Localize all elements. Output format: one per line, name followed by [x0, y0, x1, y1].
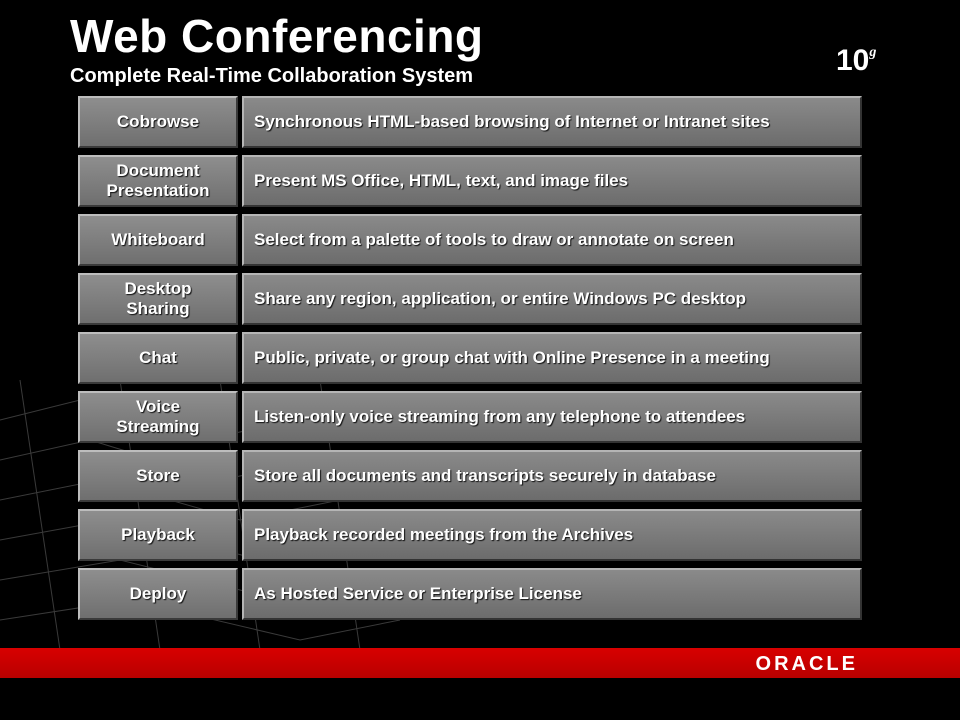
feature-label: Whiteboard	[78, 214, 238, 266]
page-title: Web Conferencing	[70, 10, 484, 62]
footer-bar	[0, 648, 960, 678]
feature-description: Store all documents and transcripts securely in database	[242, 450, 862, 502]
feature-list	[78, 96, 862, 627]
feature-description: Public, private, or group chat with Online Presence in a meeting	[242, 332, 862, 384]
feature-label: Desktop Sharing	[78, 273, 238, 325]
feature-row-whiteboard	[78, 214, 862, 266]
product-version-logo	[836, 36, 876, 78]
feature-label: Deploy	[78, 568, 238, 620]
version-number: 10	[836, 44, 870, 77]
feature-label: Cobrowse	[78, 96, 238, 148]
feature-description: Playback recorded meetings from the Archives	[242, 509, 862, 561]
feature-label: Playback	[78, 509, 238, 561]
version-suffix: g	[869, 45, 877, 60]
feature-row-store	[78, 450, 862, 502]
feature-row-chat	[78, 332, 862, 384]
feature-row-voice-streaming	[78, 391, 862, 443]
feature-row-cobrowse	[78, 96, 862, 148]
feature-description: Synchronous HTML-based browsing of Internet or Intranet sites	[242, 96, 862, 148]
feature-row-playback	[78, 509, 862, 561]
oracle-logo: ORACLE	[755, 653, 858, 675]
feature-row-deploy	[78, 568, 862, 620]
feature-description: Share any region, application, or entire Windows PC desktop	[242, 273, 862, 325]
page-subtitle: Complete Real-Time Collaboration System	[70, 65, 474, 87]
feature-description: Listen-only voice streaming from any telephone to attendees	[242, 391, 862, 443]
feature-label: Store	[78, 450, 238, 502]
feature-label: Chat	[78, 332, 238, 384]
feature-label: Document Presentation	[78, 155, 238, 207]
feature-description: Select from a palette of tools to draw or annotate on screen	[242, 214, 862, 266]
feature-row-document-presentation	[78, 155, 862, 207]
feature-description: As Hosted Service or Enterprise License	[242, 568, 862, 620]
feature-row-desktop-sharing	[78, 273, 862, 325]
feature-description: Present MS Office, HTML, text, and image files	[242, 155, 862, 207]
feature-label: Voice Streaming	[78, 391, 238, 443]
